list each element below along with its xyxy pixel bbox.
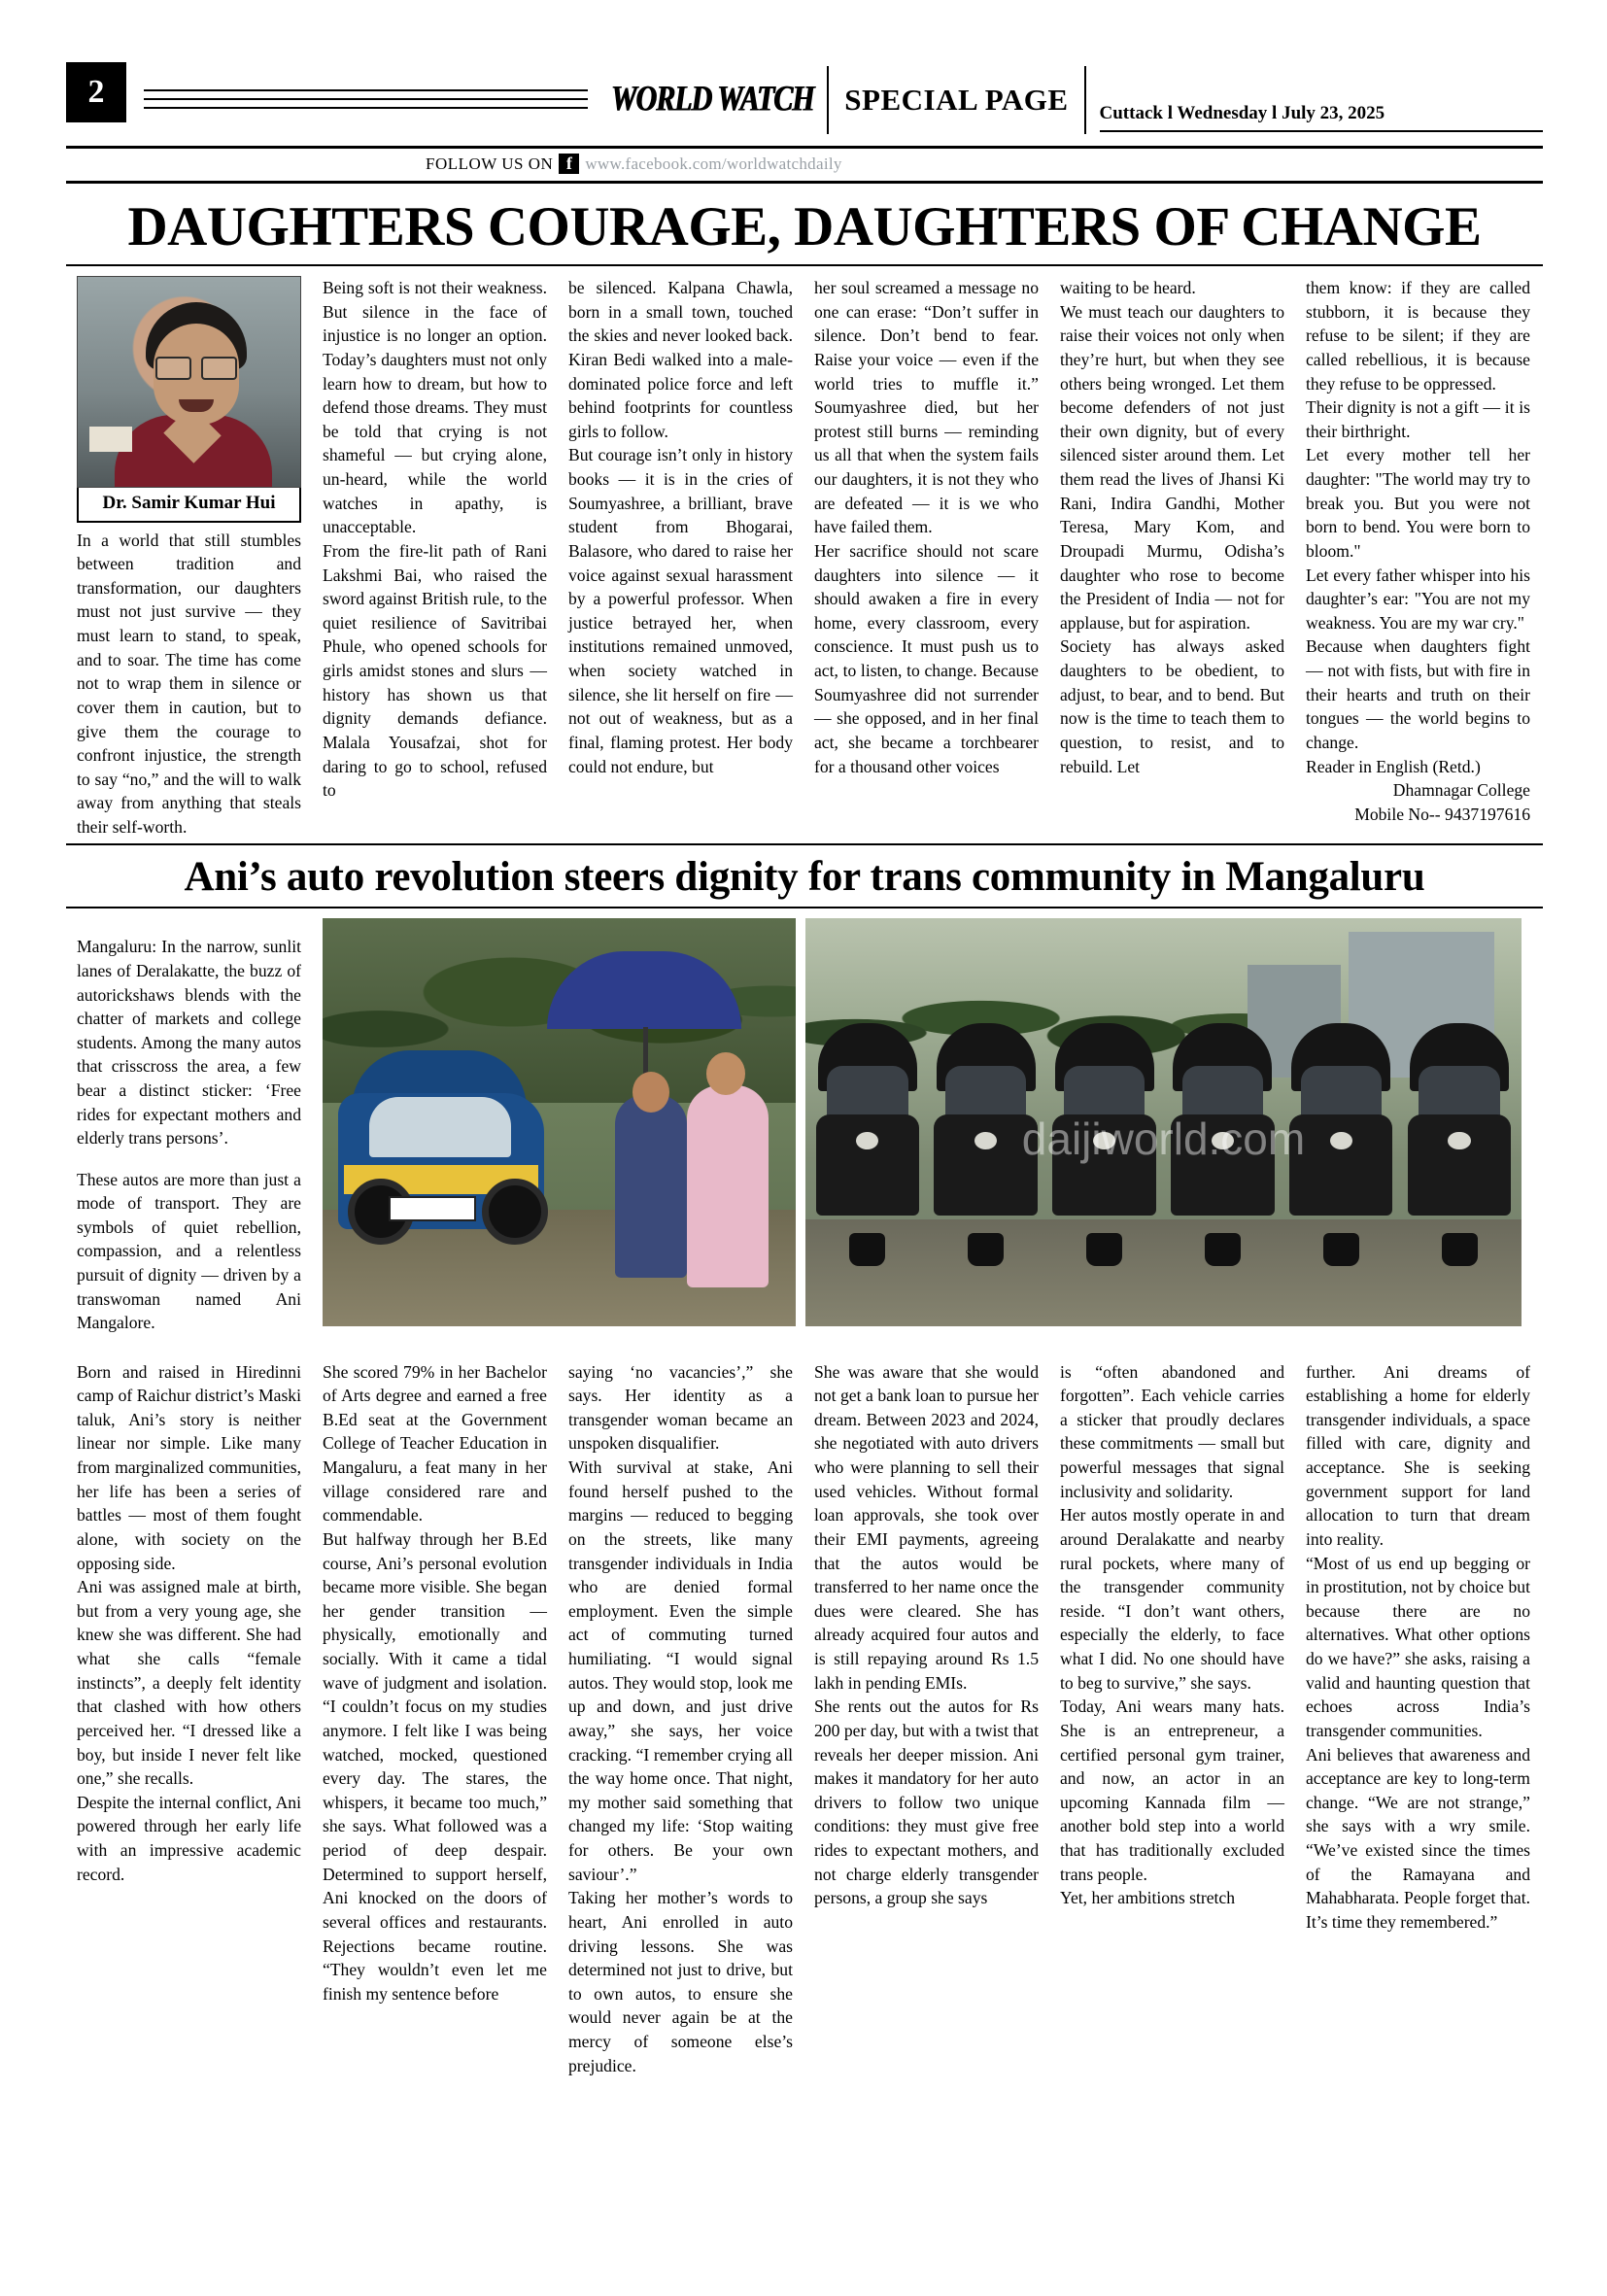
- article2-lead-column: [66, 918, 312, 1353]
- paragraph: But courage isn’t only in history books — it is in the cries of Soumyashree, a brilliant, brave student from Bhogarai, Balasore, who dared to raise her voice against sexual harassment by a powerful professor. When justice betrayed her, when institutions remained unmoved, when society watched in silence, she lit herself on fire — not out of weakness, but as a final, flaming protest. Her body could not endure, but: [568, 445, 793, 776]
- article1-column-1: [66, 276, 312, 840]
- paragraph: “Most of us end up begging or in prostitution, not by choice but because there are no alternatives. What other options do we have?” she asks, raising a valid and haunting question that echoes across India’s transgender communities.: [1306, 1553, 1530, 1740]
- photo-auto-fleet: [805, 918, 1522, 1326]
- paragraph: waiting to be heard.: [1060, 278, 1196, 297]
- paragraph: With survival at stake, Ani found herself pushed to the margins — reduced to begging on the streets, like many transgender individuals in India who are denied formal employment. Even the simple act of commuting turned humiliating. “I would signal autos. They would stop, look me up and down, and just drive away,” she says, her voice cracking. “I remember crying all the way home once. That night, my mother said something that changed my life: ‘Stop waiting for others. Be your own saviour’.”: [568, 1457, 793, 1884]
- article1-column-3: [558, 276, 804, 840]
- article2-column-4: [804, 1360, 1049, 2078]
- section-title-box: [827, 66, 1085, 134]
- article2-body: [66, 908, 1543, 2078]
- paragraph: These autos are more than just a mode of transport. They are symbols of quiet rebellion, compassion, and a relentless pursuit of dignity — driven by a transwoman named Ani Mangalore.: [77, 1169, 301, 1333]
- paragraph: Today, Ani wears many hats. She is an entrepreneur, a certified personal gym trainer, and now, an actor in an upcoming Kannada film — another bold step into a world that has traditionally excluded trans people.: [1060, 1696, 1284, 1884]
- paragraph: be silenced. Kalpana Chawla, born in a small town, touched the skies and never looked back. Kiran Bedi walked into a male-dominated police force and left behind footprints for countless girls to follow.: [568, 278, 793, 441]
- paragraph: them know: if they are called stubborn, it is because they refuse to be silent; if they are called rebellious, it is because they refuse to be oppressed.: [1306, 278, 1530, 394]
- author-credit-line-3: Mobile No-- 9437197616: [1354, 804, 1530, 824]
- section-title: SPECIAL PAGE: [844, 83, 1069, 117]
- photo-watermark: daijiworld.com: [1021, 1113, 1306, 1164]
- paragraph: Let every mother tell her daughter: "The world may try to break you. But you were not born to bend. You were born to bloom.": [1306, 445, 1530, 561]
- paragraph: Taking her mother’s words to heart, Ani enrolled in auto driving lessons. She was determined not just to drive, but to own autos, to ensure she would never again be at the mercy of someone else’s prejudice.: [568, 1888, 793, 2075]
- paragraph: She scored 79% in her Bachelor of Arts degree and earned a free B.Ed seat at the Government College of Teacher Education in Mangaluru, a feat many in her village considered rare and commendable.: [323, 1361, 547, 1525]
- paragraph: Ani was assigned male at birth, but from a very young age, she knew she was different. She had what she calls “female instincts”, a deeply felt identity that clashed with how others perceived her. “I dressed like a boy, but inside I never felt like one,” she recalls.: [77, 1577, 301, 1789]
- article2-headline: Ani’s auto revolution steers dignity for trans community in Mangaluru: [66, 843, 1543, 908]
- author-name: Dr. Samir Kumar Hui: [77, 488, 301, 523]
- paragraph: saying ‘no vacancies’,” she says. Her identity as a transgender woman became an unspoken disqualifier.: [568, 1361, 793, 1454]
- article1-headline: DAUGHTERS COURAGE, DAUGHTERS OF CHANGE: [66, 184, 1543, 266]
- paragraph: Society has always asked daughters to be obedient, to adjust, to bear, and to bend. But now is the time to teach them to question, to resist, and to rebuild. Let: [1060, 636, 1284, 776]
- author-credit-line-2: Dhamnagar College: [1392, 780, 1530, 801]
- paragraph: Her autos mostly operate in and around Deralakatte and nearby rural pockets, where many of the transgender community reside. “I don’t want others, especially the elderly, to face what I did. No one should have to beg to survive,” she says.: [1060, 1505, 1284, 1693]
- paragraph: Being soft is not their weakness. But silence in the face of injustice is no longer an option. Today’s daughters must not only learn how to dream, but how to defend those dreams. They must be told that crying is not shameful — but crying alone, un-heard, while the world watches in apathy, is unacceptable.: [323, 278, 547, 537]
- paragraph: From the fire-lit path of Rani Lakshmi Bai, who raised the sword against British rule, to the quiet resilience of Savitribai Phule, who opened schools for girls amidst stones and slurs — history has shown us that dignity demands defiance. Malala Yousafzai, shot for daring to go to school, refused to: [323, 540, 547, 801]
- follow-bar: [66, 149, 1543, 184]
- article1-column-5: [1049, 276, 1295, 840]
- paragraph: Despite the internal conflict, Ani powered through her early life with an impressive academic record.: [77, 1792, 301, 1884]
- photo-auto-women: [323, 918, 796, 1326]
- follow-label: FOLLOW US ON: [426, 154, 554, 173]
- paragraph: We must teach our daughters to raise their voices not only when they’re hurt, but when they see others being wronged. Let them become defenders of not just their own dignity, but of every silenced sister around them. Let them read the lives of Jhansi Ki Rani, Indira Gandhi, Mother Teresa, Mary Kom, and Droupadi Murmu, Odisha’s daughter who rose to become the President of India — not for applause, but for aspiration.: [1060, 301, 1284, 633]
- paragraph: is “often abandoned and forgotten”. Each vehicle carries a sticker that proudly declares these commitments — small but powerful messages that signal inclusivity and solidarity.: [1060, 1361, 1284, 1501]
- paragraph: Her sacrifice should not scare daughters into silence — it should awaken a fire in every home, every classroom, every conscience. It must push us to act, to listen, to change. Because Soumyashree did not surrender — she opposed, and in her final act, she became a torchbearer for a thousand other voices: [814, 540, 1039, 776]
- article2-photo-group: [312, 918, 1532, 1353]
- paragraph: Born and raised in Hiredinni camp of Raichur district’s Maski taluk, Ani’s story is neither linear nor simple. Like many from marginalized communities, her life has been a series of battles — most of them fought alone, with society on the opposing side.: [77, 1361, 301, 1573]
- paragraph: In a world that still stumbles between tradition and transformation, our daughters must not just survive — they must learn to stand, to speak, and to soar. The time has come not to wrap them in silence or cover them in caution, but to give them the courage to confront injustice, the strength to say “no,” and the will to walk away from anything that steals their self-worth.: [77, 530, 301, 838]
- newspaper-logo: WORLD WATCH: [610, 78, 814, 119]
- paragraph: Their dignity is not a gift — it is their birthright.: [1306, 397, 1530, 441]
- paragraph: her soul screamed a message no one can erase: “Don’t suffer in silence. Don’t bend to fear. Raise your voice — even if the world tries to muffle it.” Soumyashree died, but her protest still burns — reminding us all that when the system fails our daughters, it is not they who are defeated — it is we who have failed them.: [814, 278, 1039, 537]
- paragraph: But halfway through her B.Ed course, Ani’s personal evolution became more visible. She began her gender transition — physically, emotionally and socially. With it came a tidal wave of judgment and isolation. “I couldn’t focus on my studies anymore. I felt like I was being watched, mocked, questioned every day. The stares, the whispers, it became too much,” she says. What followed was a period of deep despair. Determined to support herself, Ani knocked on the doors of several offices and restaurants. Rejections became routine. “They wouldn’t even let me finish my sentence before: [323, 1528, 547, 2004]
- article2-column-5: [1049, 1360, 1295, 2078]
- article2-column-6: [1295, 1360, 1541, 2078]
- paragraph: She rents out the autos for Rs 200 per day, but with a twist that reveals her deeper mission. Ani makes it mandatory for her auto drivers to follow two unique conditions: they must give free rides to expectant mothers, and not charge elderly transgender persons, a group she says: [814, 1696, 1039, 1908]
- masthead: [66, 58, 1543, 149]
- author-credit-line-1: Reader in English (Retd.): [1306, 756, 1481, 776]
- article2-column-1: [66, 1360, 312, 2078]
- dateline-rule: [1100, 130, 1544, 132]
- article1-column-2: [312, 276, 558, 840]
- paragraph: Let every father whisper into his daughter’s ear: "You are not my weakness. You are my war cry.": [1306, 565, 1530, 633]
- masthead-rules-left: [144, 89, 598, 109]
- article1-column-6: [1295, 276, 1541, 840]
- page-number: 2: [66, 62, 126, 122]
- paragraph: Yet, her ambitions stretch: [1060, 1888, 1235, 1908]
- paragraph: further. Ani dreams of establishing a home for elderly transgender individuals, a space filled with care, dignity and acceptance. She is seeking government support for land allocation to turn that dream into reality.: [1306, 1361, 1530, 1549]
- dateline: Cuttack l Wednesday l July 23, 2025: [1099, 103, 1385, 123]
- paragraph: Because when daughters fight — not with fists, but with fire in their hearts and truth on their tongues — the world begins to change.: [1306, 636, 1530, 752]
- article2-column-2: [312, 1360, 558, 2078]
- facebook-icon[interactable]: f: [559, 154, 579, 174]
- author-box: [77, 276, 301, 523]
- article1-column-4: [804, 276, 1049, 840]
- author-photo: [77, 276, 301, 488]
- article1-body: [66, 266, 1543, 840]
- paragraph: She was aware that she would not get a bank loan to pursue her dream. Between 2023 and 2024, she negotiated with auto drivers who were planning to sell their used vehicles. Without formal loan approvals, she took over their EMI payments, agreeing that the autos would be transferred to her name once the dues were cleared. She has already acquired four autos and is still repaying around Rs 1.5 lakh in pending EMIs.: [814, 1361, 1039, 1693]
- facebook-url[interactable]: www.facebook.com/worldwatchdaily: [585, 154, 842, 173]
- paragraph: Ani believes that awareness and acceptance are key to long-term change. “We are not strange,” she says with a wry smile. “We’ve existed since the times of the Ramayana and Mahabharata. People forget that. It’s time they remembered.”: [1306, 1744, 1530, 1932]
- article2-column-3: [558, 1360, 804, 2078]
- paragraph: Mangaluru: In the narrow, sunlit lanes of Deralakatte, the buzz of autorickshaws blends with the chatter of markets and college students. Among the many autos that crisscross the area, a few bear a distinct sticker: ‘Free rides for expectant mothers and elderly trans persons’.: [77, 937, 301, 1148]
